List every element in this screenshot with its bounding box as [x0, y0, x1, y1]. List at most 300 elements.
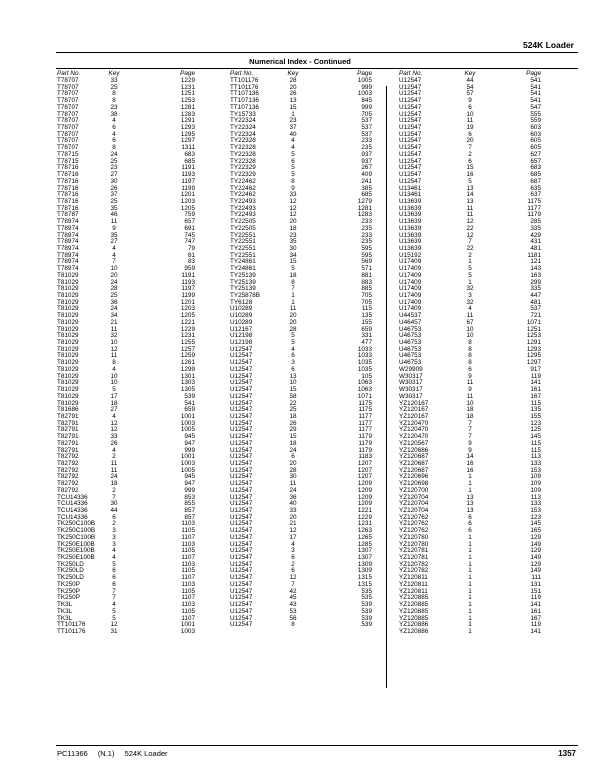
page-reference: 1003: [180, 419, 195, 427]
part-number: U46457: [399, 318, 422, 326]
part-number: YZ120885: [399, 601, 429, 609]
page-reference: 111: [531, 574, 541, 582]
part-number: U12547: [230, 392, 253, 400]
page-reference: 115: [530, 446, 541, 454]
header-part-no: Part No.: [230, 70, 254, 77]
key-number: 20: [289, 312, 297, 320]
part-number: U12547: [399, 110, 422, 118]
part-number: YZ120762: [399, 527, 429, 535]
key-number: 4: [112, 446, 116, 454]
page-reference: 541: [530, 83, 541, 91]
key-number: 8: [112, 97, 116, 105]
part-number: U12547: [230, 473, 253, 481]
page-reference: 151: [530, 587, 541, 595]
part-number: TK250C100B: [57, 533, 96, 541]
part-number: U12547: [230, 345, 253, 353]
page-reference: 1033: [357, 345, 372, 353]
part-number: YZ120762: [399, 513, 429, 521]
page-reference: 1207: [357, 473, 372, 481]
key-number: 26: [110, 184, 118, 192]
key-number: 8: [112, 90, 116, 98]
key-number: 3: [112, 533, 116, 541]
key-number: 18: [110, 399, 118, 407]
page-reference: 1209: [357, 500, 372, 508]
key-number: 10: [110, 265, 118, 273]
key-number: 28: [110, 285, 118, 293]
part-number: W30317: [399, 379, 423, 387]
key-number: 30: [289, 244, 297, 252]
part-number: T78787: [57, 211, 79, 219]
key-number: 1: [468, 614, 472, 622]
part-number: YZ120782: [399, 567, 429, 575]
part-number: TY22493: [230, 204, 256, 212]
part-number: YZ120762: [399, 520, 429, 528]
page-reference: 119: [530, 372, 541, 380]
key-number: 6: [112, 574, 116, 582]
page-reference: 947: [184, 439, 195, 447]
part-number: YZ120781: [399, 554, 429, 562]
part-number: U12547: [230, 386, 253, 394]
key-number: 46: [110, 211, 118, 219]
key-number: 7: [291, 285, 295, 293]
page-reference: 959: [184, 265, 195, 273]
key-number: 12: [466, 231, 474, 239]
page-reference: 115: [361, 305, 372, 313]
part-number: U12547: [230, 533, 253, 541]
page-reference: 1207: [357, 466, 372, 474]
key-number: 9: [112, 224, 116, 232]
page-reference: 149: [530, 567, 541, 575]
part-number: TCU14336: [57, 507, 88, 514]
key-number: 18: [289, 412, 297, 420]
key-number: 6: [291, 157, 295, 165]
key-number: 33: [110, 433, 118, 441]
part-number: TY24861: [230, 258, 256, 266]
key-number: 18: [466, 406, 474, 414]
key-number: 1: [468, 480, 472, 488]
page-reference: 1179: [358, 439, 372, 447]
key-number: 17: [289, 533, 297, 541]
page-reference: 1193: [181, 278, 195, 286]
page-reference: 945: [184, 433, 195, 441]
key-number: 13: [466, 493, 474, 501]
part-number: T81029: [57, 379, 79, 387]
page-reference: 1107: [181, 533, 195, 541]
key-number: 6: [112, 513, 116, 521]
key-number: 1: [468, 533, 472, 541]
part-number: T82792: [57, 473, 79, 481]
page-reference: 385: [361, 184, 372, 192]
key-number: 4: [112, 117, 116, 125]
page-reference: 1071: [357, 392, 372, 400]
part-number: U12547: [399, 144, 422, 152]
page-reference: 285: [530, 218, 541, 226]
page-reference: 685: [184, 157, 195, 165]
key-number: 15: [289, 433, 297, 441]
key-number: 33: [110, 77, 118, 84]
key-number: 20: [289, 459, 297, 467]
part-number: U12547: [399, 157, 422, 165]
key-number: 7: [468, 433, 472, 441]
page-reference: 447: [530, 292, 541, 299]
key-number: 5: [291, 332, 295, 340]
page-reference: 1251: [180, 90, 195, 98]
part-number: T78716: [57, 184, 79, 192]
key-number: 33: [289, 191, 297, 199]
part-number: U17409: [399, 278, 422, 286]
part-number: U12547: [399, 103, 422, 111]
key-number: 4: [112, 130, 116, 138]
part-number: U13461: [399, 184, 422, 192]
part-number: YZ120886: [399, 627, 429, 635]
part-number: U12547: [230, 439, 253, 447]
key-number: 11: [466, 379, 474, 387]
key-number: 6: [291, 352, 295, 360]
header-page: Page: [180, 70, 195, 77]
key-number: 2: [291, 560, 295, 568]
part-number: TK250P: [57, 580, 80, 588]
page-reference: 1231: [357, 520, 372, 528]
key-number: 20: [289, 218, 297, 226]
key-number: 8: [468, 359, 472, 367]
key-number: 31: [110, 627, 118, 635]
part-number: T82791: [57, 419, 79, 427]
part-number: TY22551: [230, 251, 256, 259]
page-reference: 1205: [180, 312, 195, 320]
part-number: U46753: [399, 359, 422, 367]
part-number: U12547: [230, 493, 253, 501]
part-number: TT101176: [230, 77, 259, 84]
key-number: 1: [468, 580, 472, 588]
key-number: 28: [289, 77, 297, 84]
page-reference: 857: [184, 513, 195, 521]
part-number: T82792: [57, 486, 79, 494]
part-number: U12547: [399, 117, 422, 125]
page-reference: 1251: [526, 325, 541, 333]
key-number: 20: [289, 318, 297, 326]
page-reference: 571: [361, 265, 372, 273]
key-number: 12: [289, 204, 297, 212]
part-number: U12547: [230, 446, 253, 454]
page-reference: 1191: [181, 164, 195, 172]
page-reference: 125: [530, 426, 541, 434]
page-reference: 539: [361, 607, 372, 615]
page-reference: 1231: [180, 83, 195, 91]
page-reference: 123: [530, 419, 541, 427]
page-reference: 153: [530, 466, 541, 474]
key-number: 1: [468, 594, 472, 602]
page-reference: 1107: [181, 554, 195, 562]
part-number: YZ120167: [399, 406, 429, 414]
key-number: 36: [110, 298, 118, 306]
page-reference: 1105: [181, 567, 195, 575]
page-reference: 1315: [357, 580, 372, 588]
key-number: 6: [291, 453, 295, 461]
key-number: 22: [466, 224, 474, 232]
page-reference: 535: [361, 594, 372, 602]
page-reference: 153: [530, 507, 541, 514]
page-reference: 1035: [357, 365, 372, 373]
key-number: 25: [110, 83, 118, 91]
key-number: 34: [289, 251, 297, 259]
page-reference: 1179: [527, 211, 541, 219]
key-number: 6: [468, 527, 472, 535]
part-number: TT107136: [230, 97, 259, 105]
page-reference: 1105: [181, 527, 195, 535]
key-number: 24: [110, 150, 118, 158]
key-number: 13: [289, 372, 297, 380]
part-number: T82792: [57, 453, 79, 461]
page-reference: 129: [530, 560, 541, 568]
page-reference: 1179: [358, 446, 372, 454]
page-number: 1357: [558, 749, 576, 758]
part-number: TY25139: [230, 271, 256, 279]
key-number: 14: [466, 191, 474, 199]
key-number: 14: [466, 453, 474, 461]
key-number: 24: [289, 486, 297, 494]
part-number: TY22328: [230, 137, 256, 145]
part-number: T78974: [57, 251, 79, 259]
part-number: T81029: [57, 332, 79, 340]
page-reference: 603: [530, 130, 541, 138]
page-reference: 135: [361, 312, 372, 320]
part-number: T78974: [57, 238, 79, 246]
part-number: U17409: [399, 265, 422, 273]
key-number: 1: [291, 298, 295, 306]
part-number: TY22551: [230, 238, 256, 246]
page-reference: 241: [361, 177, 372, 185]
page-reference: 133: [530, 459, 541, 467]
key-number: 15: [289, 386, 297, 394]
page-reference: 1263: [357, 527, 372, 535]
part-number: TY22328: [230, 157, 256, 165]
part-number: T81686: [57, 406, 79, 414]
page-reference: 141: [530, 379, 541, 387]
key-number: 40: [289, 130, 297, 138]
page-reference: 659: [361, 325, 372, 333]
part-number: T82791: [57, 433, 79, 441]
part-number: TK3L: [57, 614, 73, 622]
section-rule: [56, 68, 578, 69]
page-reference: 999: [184, 486, 195, 494]
page-reference: 1281: [180, 103, 195, 111]
page-reference: 1003: [357, 90, 372, 98]
part-number: U12547: [230, 486, 253, 494]
part-number: TY22324: [230, 117, 256, 125]
page-reference: 745: [184, 231, 195, 239]
key-number: 1: [468, 560, 472, 568]
part-number: T78716: [57, 177, 79, 185]
part-number: TK250P: [57, 594, 80, 602]
key-number: 33: [289, 507, 297, 514]
key-number: 11: [466, 211, 474, 219]
page-reference: 1107: [181, 614, 195, 622]
part-number: T78974: [57, 231, 79, 239]
key-number: 20: [466, 137, 474, 145]
part-number: W30317: [399, 386, 423, 394]
page-reference: 853: [184, 493, 195, 501]
page-reference: 123: [530, 513, 541, 521]
key-number: 3: [291, 359, 295, 367]
part-number: T78707: [57, 110, 79, 118]
page-reference: 747: [184, 238, 195, 246]
page-reference: 1315: [357, 574, 372, 582]
page-reference: 547: [530, 103, 541, 111]
key-number: 6: [112, 124, 116, 132]
part-number: YZ120687: [399, 459, 429, 467]
part-number: TK250E100B: [57, 540, 95, 548]
key-number: 1: [468, 601, 472, 609]
part-number: U12547: [230, 426, 253, 434]
part-number: T78716: [57, 197, 79, 205]
key-number: 8: [112, 359, 116, 367]
part-number: T78715: [57, 157, 79, 165]
part-number: U12547: [230, 513, 253, 521]
page-reference: 1231: [180, 332, 195, 340]
part-number: YZ120687: [399, 453, 429, 461]
page-reference: 539: [361, 601, 372, 609]
page-reference: 1293: [526, 345, 541, 353]
key-number: 11: [466, 204, 474, 212]
page-reference: 1297: [526, 359, 541, 367]
page-reference: 167: [530, 392, 541, 400]
part-number: YZ120704: [399, 493, 429, 501]
page-reference: 335: [530, 285, 541, 293]
page-reference: 705: [361, 292, 372, 299]
part-number: YZ120470: [399, 433, 429, 441]
part-number: U12547: [399, 77, 422, 84]
key-number: 7: [468, 426, 472, 434]
page-reference: 1203: [180, 305, 195, 313]
part-number: U12547: [230, 459, 253, 467]
key-number: 1: [291, 292, 295, 299]
part-number: TY22329: [230, 171, 256, 179]
part-number: U13639: [399, 231, 422, 239]
part-number: U12547: [399, 130, 422, 138]
page-reference: 705: [361, 298, 372, 306]
page-reference: 1103: [181, 601, 195, 609]
part-number: U46753: [399, 352, 422, 360]
footer-doc-id: PC11366: [57, 749, 88, 758]
page-reference: 1175: [358, 399, 372, 407]
key-number: 4: [112, 554, 116, 562]
key-number: 13: [466, 507, 474, 514]
page-reference: 1293: [180, 124, 195, 132]
page-reference: 1307: [357, 547, 372, 555]
page-reference: 299: [530, 278, 541, 286]
key-number: 18: [289, 271, 297, 279]
page-reference: 947: [184, 480, 195, 488]
page-reference: 1103: [181, 540, 195, 548]
part-number: U17409: [399, 298, 422, 306]
key-number: 11: [466, 392, 474, 400]
key-number: 13: [466, 184, 474, 192]
key-number: 22: [289, 399, 297, 407]
page-reference: 331: [361, 332, 372, 340]
part-number: TK250LD: [57, 574, 84, 582]
part-number: U46753: [399, 345, 422, 353]
part-number: T78707: [57, 90, 79, 98]
key-number: 4: [291, 345, 295, 353]
page-reference: 683: [530, 164, 541, 172]
key-number: 6: [468, 365, 472, 373]
key-number: 18: [289, 439, 297, 447]
key-number: 10: [110, 339, 118, 347]
key-number: 1: [468, 607, 472, 615]
part-number: TY22505: [230, 218, 256, 226]
part-number: U12547: [230, 540, 253, 548]
part-number: T81029: [57, 352, 79, 360]
key-number: 1: [291, 110, 295, 118]
page-reference: 705: [361, 110, 372, 118]
header-page: Page: [526, 70, 541, 77]
part-number: TT101176: [57, 621, 86, 629]
page-reference: 1209: [357, 480, 372, 488]
key-number: 3: [112, 527, 116, 535]
key-number: 11: [110, 466, 118, 474]
page-reference: 1309: [357, 560, 372, 568]
page-reference: 559: [530, 117, 541, 125]
part-number: U12547: [230, 607, 253, 615]
part-number: U44537: [399, 312, 422, 320]
page-reference: 1179: [358, 433, 372, 441]
header-key: Key: [287, 70, 299, 77]
key-number: 10: [289, 379, 297, 387]
part-number: T82791: [57, 439, 79, 447]
key-number: 4: [112, 244, 116, 252]
part-number: T81029: [57, 399, 79, 407]
key-number: 19: [466, 124, 474, 132]
page-reference: 83: [187, 258, 195, 266]
part-number: U12547: [230, 507, 253, 514]
key-number: 12: [110, 426, 118, 434]
page-reference: 335: [530, 224, 541, 232]
page-reference: 1035: [357, 359, 372, 367]
page-reference: 149: [530, 540, 541, 548]
page-reference: 1005: [180, 466, 195, 474]
part-number: U12547: [399, 150, 422, 158]
part-number: U12547: [230, 587, 253, 595]
key-number: 3: [112, 540, 116, 548]
part-number: TY6128: [230, 298, 253, 306]
key-number: 11: [466, 117, 474, 125]
part-number: T81029: [57, 365, 79, 373]
page-reference: 1193: [181, 171, 195, 179]
part-number: TY22493: [230, 197, 256, 205]
part-number: U10289: [230, 318, 253, 326]
page-reference: 917: [530, 365, 541, 373]
key-number: 44: [110, 507, 118, 514]
part-number: U12547: [399, 164, 422, 172]
part-number: YZ120686: [399, 446, 429, 454]
key-number: 4: [112, 251, 116, 259]
key-number: 58: [289, 392, 297, 400]
key-number: 4: [468, 305, 472, 313]
page-reference: 1281: [357, 204, 372, 212]
page-reference: 999: [361, 103, 372, 111]
page-reference: 537: [530, 305, 541, 313]
part-number: T81029: [57, 345, 79, 353]
part-number: T78707: [57, 97, 79, 105]
page-reference: 687: [530, 177, 541, 185]
part-number: YZ120811: [399, 587, 428, 595]
part-number: TK250C100B: [57, 520, 96, 528]
part-number: TK3L: [57, 601, 73, 609]
key-number: 29: [289, 426, 297, 434]
part-number: T78707: [57, 137, 79, 145]
part-number: U12547: [230, 621, 253, 629]
page-reference: 1311: [181, 144, 195, 152]
